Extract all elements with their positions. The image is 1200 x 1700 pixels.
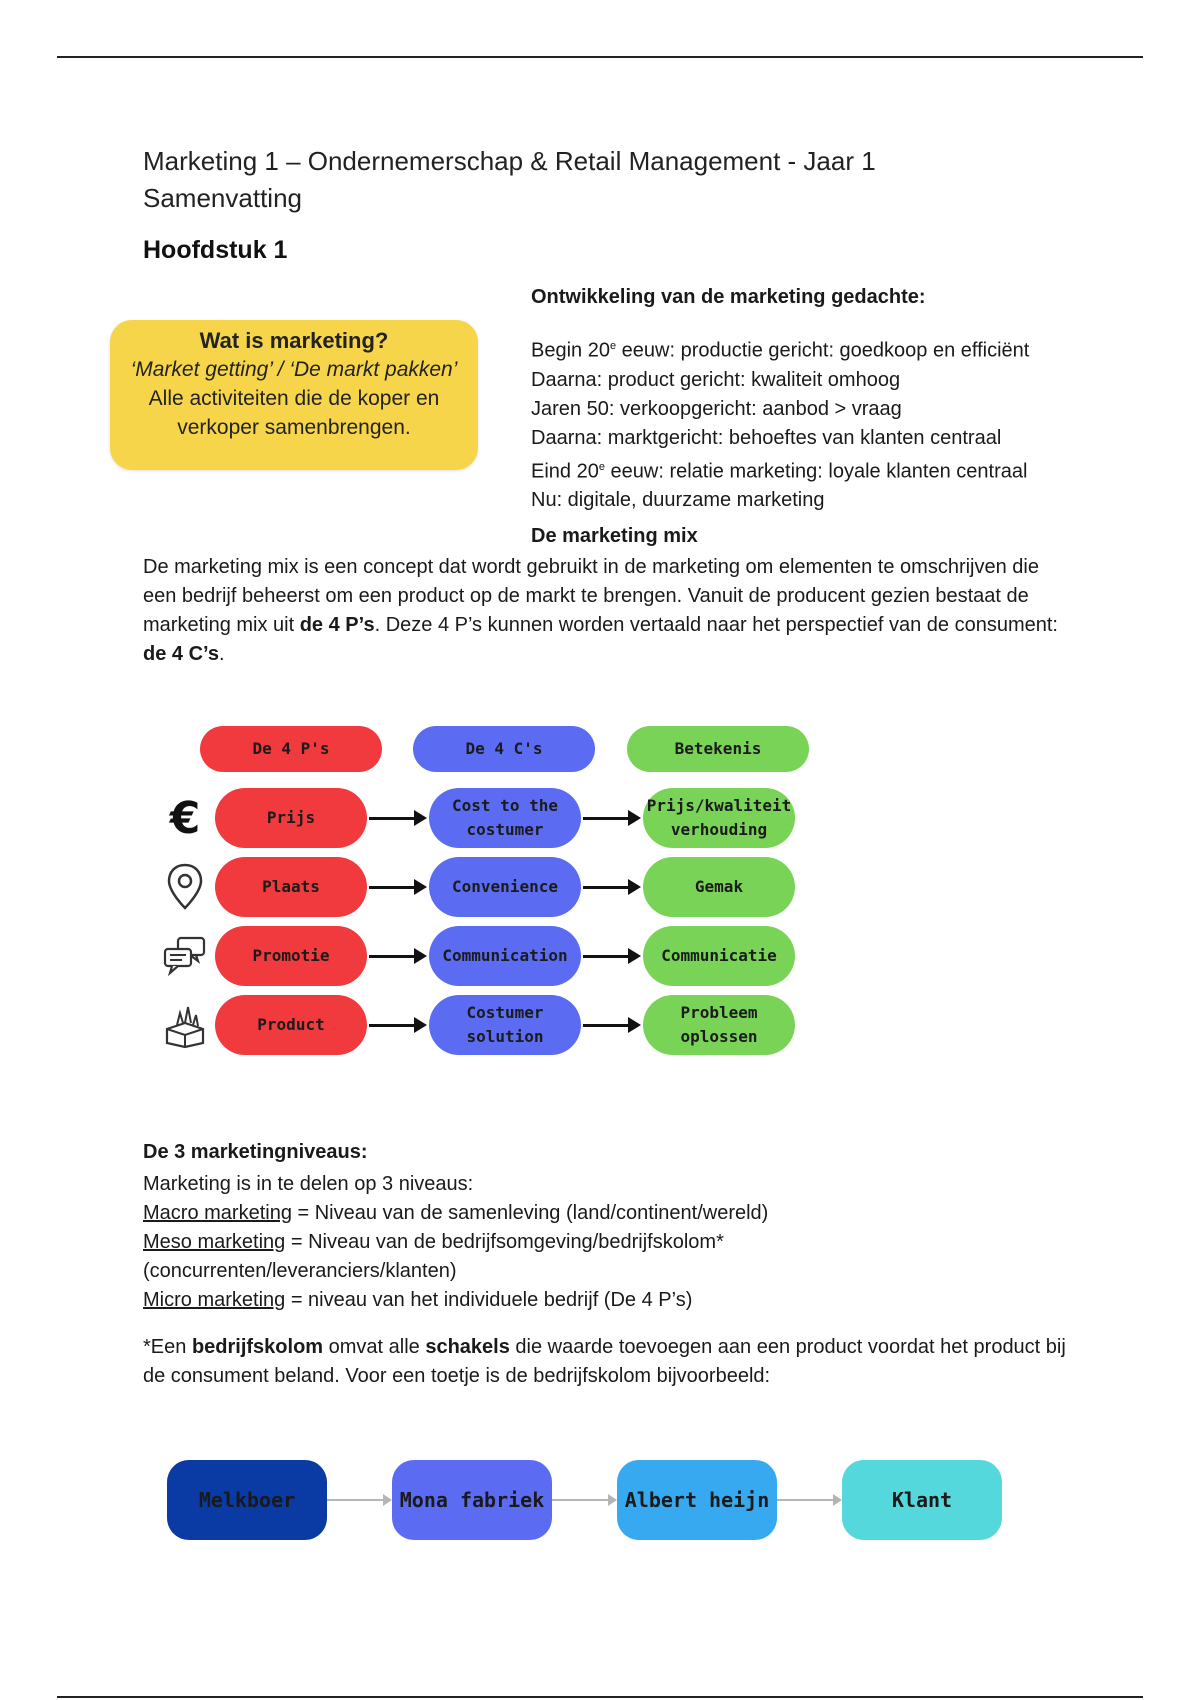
arrow-right-icon bbox=[369, 955, 423, 958]
development-list bbox=[531, 332, 1029, 515]
callout-line-1: Alle activiteiten die de koper en bbox=[148, 387, 440, 410]
mix-paragraph: De marketing mix is een concept dat wordt gebruikt in de marketing om elementen te omschrijven die een bedrijf beheerst om een product op de markt te brengen. Vanuit de producent gezien bestaat de marketing mix uit de 4 P’s. Deze 4 P’s kunnen worden vertaald naar het perspectief van de consument: de 4 C’s. bbox=[143, 556, 1058, 665]
list-item: (concurrenten/leveranciers/klanten) bbox=[143, 1260, 457, 1282]
product-box-icon bbox=[160, 1000, 210, 1050]
page-title bbox=[143, 143, 876, 217]
list-item: Daarna: product gericht: kwaliteit omhoog bbox=[531, 368, 901, 391]
p-promotie: Promotie bbox=[215, 926, 367, 986]
b-gemak: Gemak bbox=[643, 857, 795, 917]
development-heading: Ontwikkeling van de marketing gedachte: bbox=[531, 286, 926, 308]
list-item: Jaren 50: verkoopgericht: aanbod > vraag bbox=[531, 397, 902, 420]
p-product: Product bbox=[215, 995, 367, 1055]
footnote-paragraph: *Een bedrijfskolom omvat alle schakels die waarde toevoegen aan een product voordat het product bij de consument beland. Voor een toetje is de bedrijfskolom bijvoorbeeld: bbox=[143, 1336, 1066, 1387]
arrow-right-icon bbox=[327, 1499, 389, 1501]
arrow-right-icon bbox=[369, 817, 423, 820]
c-costumer-solution: Costumer solution bbox=[429, 995, 581, 1055]
mix-heading: De marketing mix bbox=[531, 525, 698, 547]
list-item: Meso marketing = Niveau van de bedrijfsomgeving/bedrijfskolom* bbox=[143, 1231, 724, 1253]
b-prijs-kwaliteit: Prijs/kwaliteit verhouding bbox=[643, 788, 795, 848]
list-item: Micro marketing = niveau van het individuele bedrijf (De 4 P’s) bbox=[143, 1289, 693, 1311]
arrow-right-icon bbox=[583, 1024, 637, 1027]
chain-melkboer: Melkboer bbox=[167, 1460, 327, 1540]
list-item: Daarna: marktgericht: behoeftes van klanten centraal bbox=[531, 426, 1002, 449]
c-communication: Communication bbox=[429, 926, 581, 986]
header-4p: De 4 P's bbox=[200, 726, 382, 772]
euro-icon: € bbox=[169, 792, 201, 844]
header-betekenis: Betekenis bbox=[627, 726, 809, 772]
arrow-right-icon bbox=[552, 1499, 614, 1501]
p-prijs: Prijs bbox=[215, 788, 367, 848]
callout-line-2: verkoper samenbrengen. bbox=[177, 416, 411, 439]
levels-heading: De 3 marketingniveaus: bbox=[143, 1141, 368, 1163]
arrow-right-icon bbox=[583, 955, 637, 958]
callout-box bbox=[110, 320, 478, 470]
arrow-right-icon bbox=[583, 817, 637, 820]
title-line-1: Marketing 1 – Ondernemerschap & Retail Management - Jaar 1 bbox=[143, 146, 876, 176]
list-item: Eind 20e eeuw: relatie marketing: loyale klanten centraal bbox=[531, 460, 1028, 483]
p-plaats: Plaats bbox=[215, 857, 367, 917]
chapter-heading: Hoofdstuk 1 bbox=[143, 236, 288, 264]
levels-intro: Marketing is in te delen op 3 niveaus: bbox=[143, 1173, 474, 1195]
callout-quote: ‘Market getting’ / ‘De markt pakken’ bbox=[130, 358, 458, 381]
list-item: Nu: digitale, duurzame marketing bbox=[531, 489, 825, 512]
b-communicatie: Communicatie bbox=[643, 926, 795, 986]
chain-klant: Klant bbox=[842, 1460, 1002, 1540]
chain-mona-fabriek: Mona fabriek bbox=[392, 1460, 552, 1540]
header-4c: De 4 C's bbox=[413, 726, 595, 772]
arrow-right-icon bbox=[777, 1499, 839, 1501]
location-pin-icon bbox=[160, 862, 210, 912]
arrow-right-icon bbox=[583, 886, 637, 889]
list-item: Begin 20e eeuw: productie gericht: goedkoop en efficiënt bbox=[531, 339, 1030, 362]
top-rule bbox=[57, 56, 1143, 58]
chat-bubbles-icon bbox=[160, 931, 210, 981]
c-convenience: Convenience bbox=[429, 857, 581, 917]
levels-list bbox=[143, 1170, 1043, 1315]
bottom-rule bbox=[57, 1696, 1143, 1698]
title-line-2: Samenvatting bbox=[143, 183, 302, 213]
arrow-right-icon bbox=[369, 1024, 423, 1027]
c-cost: Cost to the costumer bbox=[429, 788, 581, 848]
b-probleem-oplossen: Probleem oplossen bbox=[643, 995, 795, 1055]
arrow-right-icon bbox=[369, 886, 423, 889]
list-item: Macro marketing = Niveau van de samenleving (land/continent/wereld) bbox=[143, 1202, 769, 1224]
chain-albert-heijn: Albert heijn bbox=[617, 1460, 777, 1540]
callout-title: Wat is marketing? bbox=[199, 328, 389, 353]
